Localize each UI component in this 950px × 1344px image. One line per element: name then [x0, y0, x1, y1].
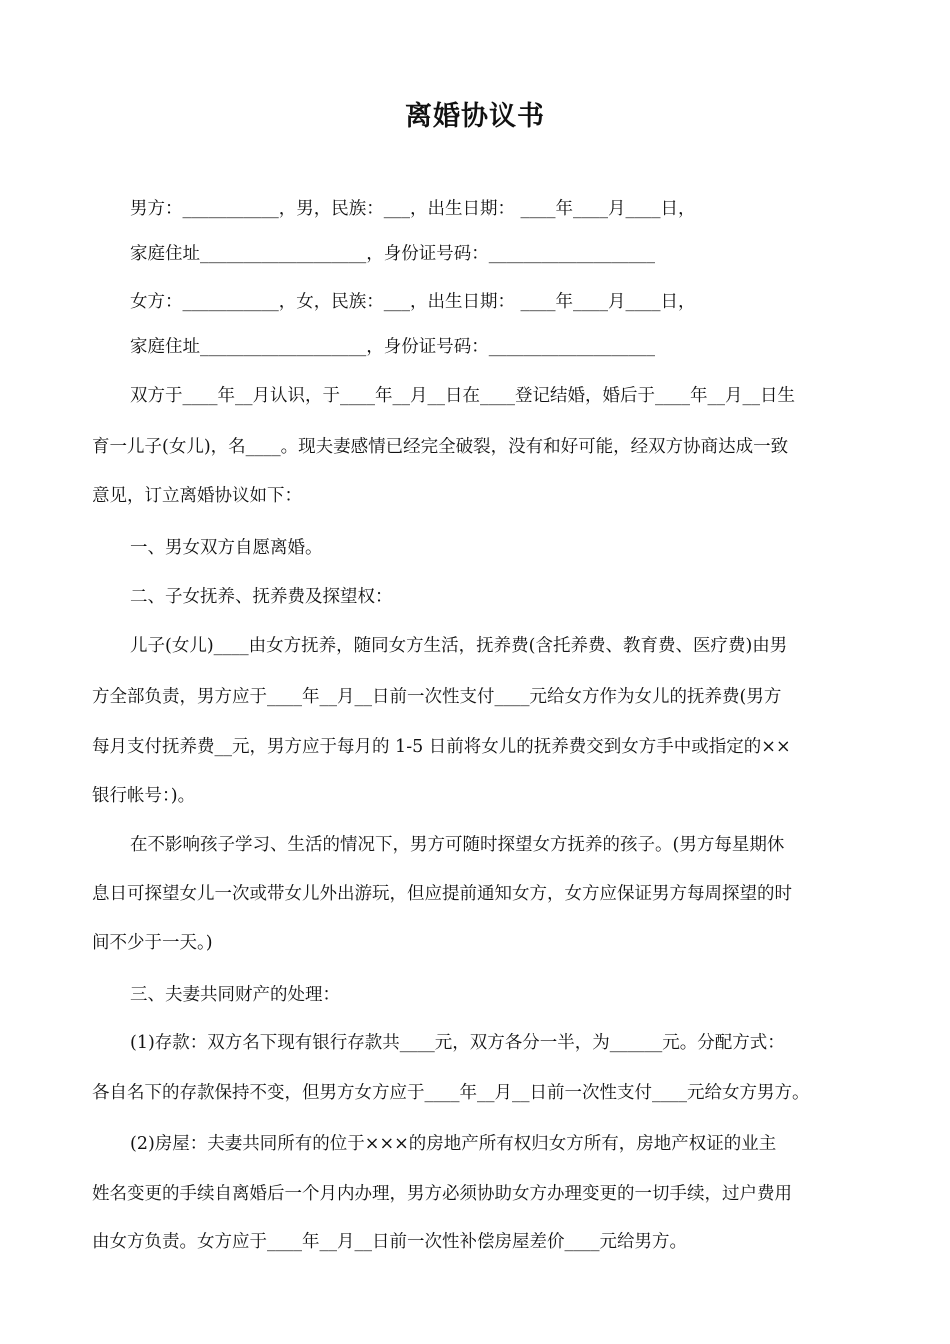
paragraph-line: 息日可探望女儿一次或带女儿外出游玩，但应提前通知女方，女方应保证男方每周探望的时 [92, 884, 792, 904]
paragraph-line: 由女方负责。女方应于____年__月__日前一次性补偿房屋差价____元给男方。 [92, 1232, 687, 1252]
paragraph-line: 意见，订立离婚协议如下： [92, 486, 302, 506]
document-title: 离婚协议书 [405, 101, 545, 132]
paragraph-line: 间不少于一天。) [92, 933, 213, 953]
paragraph-line: 银行帐号：)。 [92, 786, 196, 806]
section-heading-3: 三、夫妻共同财产的处理： [130, 985, 340, 1005]
wife-address-line: 家庭住址___________________，身份证号码：___________________ [130, 337, 655, 357]
husband-info-line: 男方：___________，男，民族：___，出生日期： ____年____月____日， [130, 199, 696, 219]
paragraph-line: (2)房屋：夫妻共同所有的位于×××的房地产所有权归女方所有，房地产权证的业主 [130, 1134, 777, 1154]
paragraph-line: 姓名变更的手续自离婚后一个月内办理，男方必须协助女方办理变更的一切手续，过户费用 [92, 1184, 792, 1204]
paragraph-line: 双方于____年__月认识，于____年__月__日在____登记结婚，婚后于____年__月__日生 [130, 386, 795, 406]
paragraph-line: 方全部负责，男方应于____年__月__日前一次性支付____元给女方作为女儿的抚养费(男方 [92, 687, 782, 707]
paragraph-line: 每月支付抚养费__元，男方应于每月的 1-5 日前将女儿的抚养费交到女方手中或指定的×× [92, 737, 791, 757]
paragraph-line: 儿子(女儿)____由女方抚养，随同女方生活，抚养费(含托养费、教育费、医疗费)由男 [130, 636, 788, 656]
paragraph-line: 育一儿子(女儿)，名____。现夫妻感情已经完全破裂，没有和好可能，经双方协商达成一致 [92, 437, 789, 457]
paragraph-line: 在不影响孩子学习、生活的情况下，男方可随时探望女方抚养的孩子。(男方每星期休 [130, 835, 785, 855]
husband-address-line: 家庭住址___________________，身份证号码：___________________ [130, 244, 655, 264]
section-heading-1: 一、男女双方自愿离婚。 [130, 538, 323, 558]
paragraph-line: (1)存款：双方名下现有银行存款共____元，双方各分一半，为______元。分配方式： [130, 1033, 785, 1053]
section-heading-2: 二、子女抚养、抚养费及探望权： [130, 587, 393, 607]
wife-info-line: 女方：___________，女，民族：___，出生日期： ____年____月____日， [130, 292, 696, 312]
paragraph-line: 各自名下的存款保持不变，但男方女方应于____年__月__日前一次性支付____元给女方男方。 [92, 1083, 810, 1103]
